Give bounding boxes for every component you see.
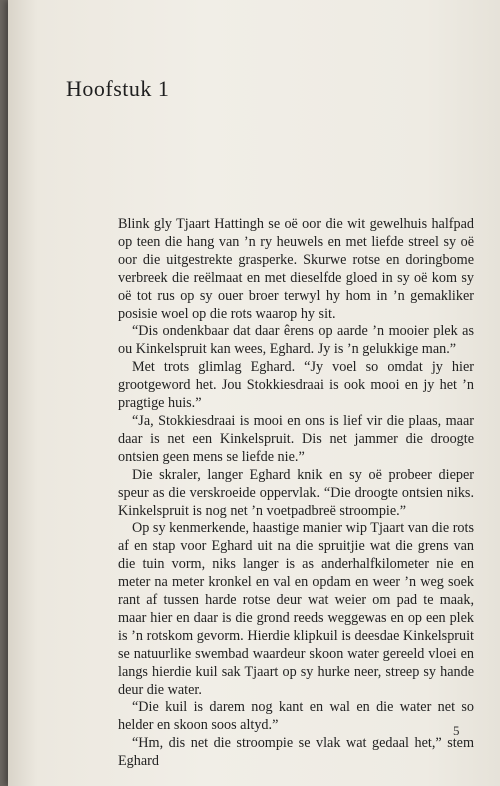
paragraph: Die skraler, langer Eghard knik en sy oë probeer dieper speur as die verskroeide oppervlak. “Die droogte ontsien niks. Kinkelspruit is nog net ’n voetpadbreë stroompie.”	[118, 466, 474, 519]
chapter-title: Hoofstuk 1	[66, 76, 170, 101]
body-text	[118, 216, 474, 771]
paragraph: Met trots glimlag Eghard. “Jy voel so omdat jy hier grootgeword het. Jou Stokkiesdraai is ook mooi en jy het ’n pragtige huis.”	[118, 359, 474, 412]
book-page	[8, 0, 500, 786]
paragraph: “Die kuil is darem nog kant en wal en die water net so helder en skoon soos altyd.”	[118, 699, 474, 734]
paragraph: Op sy kenmerkende, haastige manier wip Tjaart van die rots af en stap voor Eghard uit na die spruitjie wat die grens van die tuin vorm, niks langer is as anderhalfkilometer nie en meter na meter kronkel en val en opdam en weer ’n weg soek rant af tussen harde rotse deur wat weier om pad te maak, maar hier en daar is die grond reeds weggewas en op een plek is ’n rotskom gevorm. Hierdie klipkuil is deesdae Kinkelspruit se natuurlike swembad waardeur skoon water gereeld vloei en langs hierdie kuil sak Tjaart op sy hurke neer, streep sy hande deur die water.	[118, 520, 474, 698]
paragraph: “Dis ondenkbaar dat daar êrens op aarde ’n mooier plek as ou Kinkelspruit kan wees, Eghard. Jy is ’n gelukkige man.”	[118, 323, 474, 358]
paragraph: Blink gly Tjaart Hattingh se oë oor die wit gewelhuis halfpad op teen die hang van ’n ry heuwels en met liefde streel sy oë oor die uitgestrekte grasperke. Skurwe rotse en doringbome verbreek die reëlmaat en met dieselfde gloed in sy oë kom sy oë tot rus op sy ouer broer terwyl hy hom in ’n gemakliker posisie woel op die rots waarop hy sit.	[118, 216, 474, 322]
page-number: 5	[453, 723, 460, 738]
paragraph: “Ja, Stokkiesdraai is mooi en ons is lief vir die plaas, maar daar is net een Kinkelspruit. Dis net jammer die droogte ontsien geen mens se liefde nie.”	[118, 412, 474, 465]
paragraph: “Hm, dis net die stroompie se vlak wat gedaal het,” stem Eghard	[118, 735, 474, 770]
